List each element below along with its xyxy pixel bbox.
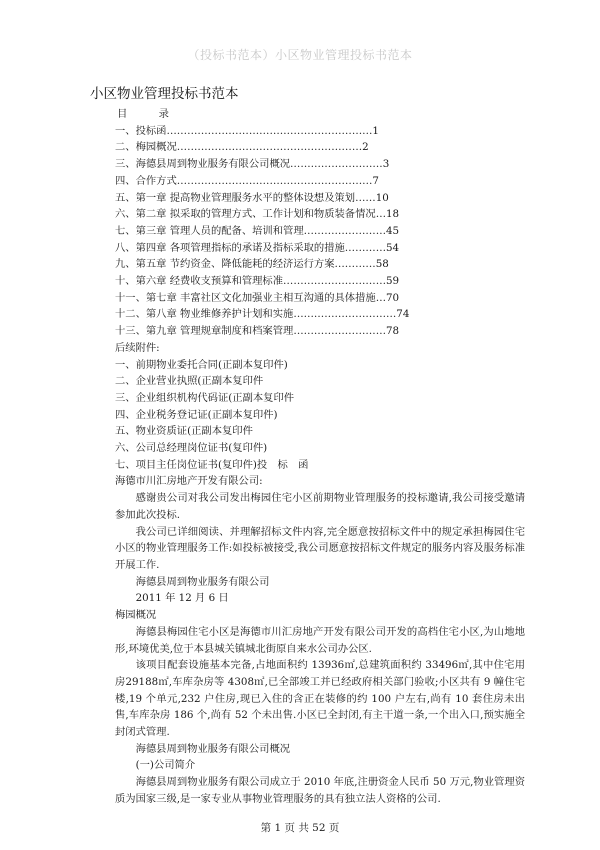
toc-item: 五、第一章 提高物业管理服务水平的整体设想及策划……10: [115, 191, 389, 204]
attachment-item: 三、企业组织机构代码证(正副本复印件: [115, 391, 295, 404]
toc-item: 七、第三章 管理人员的配备、培训和管理……………………45: [115, 224, 400, 237]
attachments-list: [115, 357, 525, 474]
toc-item: 一、投标函……………………………………………………1: [115, 124, 379, 137]
toc-item: 十二、第八章 物业维修养护计划和实施…………………………74: [115, 308, 410, 321]
toc-item: 九、第五章 节约资金、降低能耗的经济运行方案…………58: [115, 258, 389, 271]
document-body: [115, 106, 525, 808]
attachment-item: 四、企业税务登记证(正副本复印件): [115, 408, 278, 421]
letter-paragraph: 感谢贵公司对我公司发出梅园住宅小区前期物业管理服务的投标邀请,我公司接受邀请参加此次投标.: [115, 492, 525, 521]
page-header: （投标书范本）小区物业管理投标书范本: [187, 48, 413, 62]
letter-date: 2011 年 12 月 6 日: [135, 592, 229, 605]
overview-paragraph: 该项目配套设施基本完备,占地面积约 13936㎡,总建筑面积约 33496㎡,其中住宅用房29188㎡,车库杂房等 4308㎡,已全部竣工并已经政府相关部门验收;小区共有 9 幢住宅楼,19 个单元,232 户住房,现已入住的含正在装修的约 100 户左右,尚有 10 套住房未出售,车库杂房 186 个,尚有 52 个未出售.小区已全封闭,有主干道一条,一个出入口,预实施全封闭式管理.: [115, 659, 525, 739]
toc-item: 二、梅园概况………………………………………………2: [115, 141, 369, 154]
company-paragraph: 海德县周到物业服务有限公司成立于 2010 年底,注册资金人民币 50 万元,物业管理资质为国家三级,是一家专业从事物业管理服务的具有独立法人资格的公司.: [115, 776, 525, 805]
attachment-item: 二、企业营业执照(正副本复印件: [115, 375, 264, 388]
toc-item: 十三、第九章 管理规章制度和档案管理………………………78: [115, 325, 400, 338]
company-title: 海德县周到物业服务有限公司概况: [135, 742, 291, 755]
overview-paragraph: 海德县梅园住宅小区是海德市川汇房地产开发有限公司开发的高档住宅小区,为山地地形,环境优美,位于本县城关镇城北街原自来水公司办公区.: [115, 625, 525, 655]
attachments-title: 后续附件:: [115, 341, 160, 354]
company-subtitle: (一)公司简介: [135, 759, 196, 772]
attachment-item: 七、项目主任岗位证书(复印件)投 标 函: [115, 458, 309, 471]
attachment-item: 六、公司总经理岗位证书(复印件): [115, 442, 268, 455]
toc-item: 六、第二章 拟采取的管理方式、工作计划和物质装备情况…18: [115, 208, 400, 221]
toc-item: 三、海德县周到物业服务有限公司概况………………………3: [115, 158, 390, 171]
toc-item: 八、第四章 各项管理指标的承诺及指标采取的措施…………54: [115, 241, 400, 254]
overview-title: 梅园概况: [115, 609, 157, 622]
letter-addressee: 海德市川汇房地产开发有限公司:: [115, 475, 263, 488]
toc-item: 四、合作方式…………………………………………………7: [115, 174, 379, 187]
toc-item: 十、第六章 经费收支预算和管理标准…………………………59: [115, 275, 400, 288]
attachment-item: 一、前期物业委托合同(正副本复印件): [115, 358, 288, 371]
document-title: 小区物业管理投标书范本: [90, 86, 239, 102]
letter-paragraph: 我公司已详细阅读、并理解招标文件内容,完全愿意按招标文件中的规定承担梅园住宅小区的物业管理服务工作:如投标被接受,我公司愿意按招标文件规定的服务内容及服务标准开展工作.: [115, 525, 525, 571]
toc-title: 目 录: [117, 108, 183, 120]
toc-item: 十一、第七章 丰富社区文化加强业主相互沟通的具体措施…70: [115, 291, 400, 304]
letter-signature: 海德县周到物业服务有限公司: [135, 575, 270, 588]
table-of-contents: [115, 123, 525, 340]
page-footer: 第 1 页 共 52 页: [260, 822, 340, 834]
attachment-item: 五、物业资质证(正副本复印件: [115, 425, 253, 438]
